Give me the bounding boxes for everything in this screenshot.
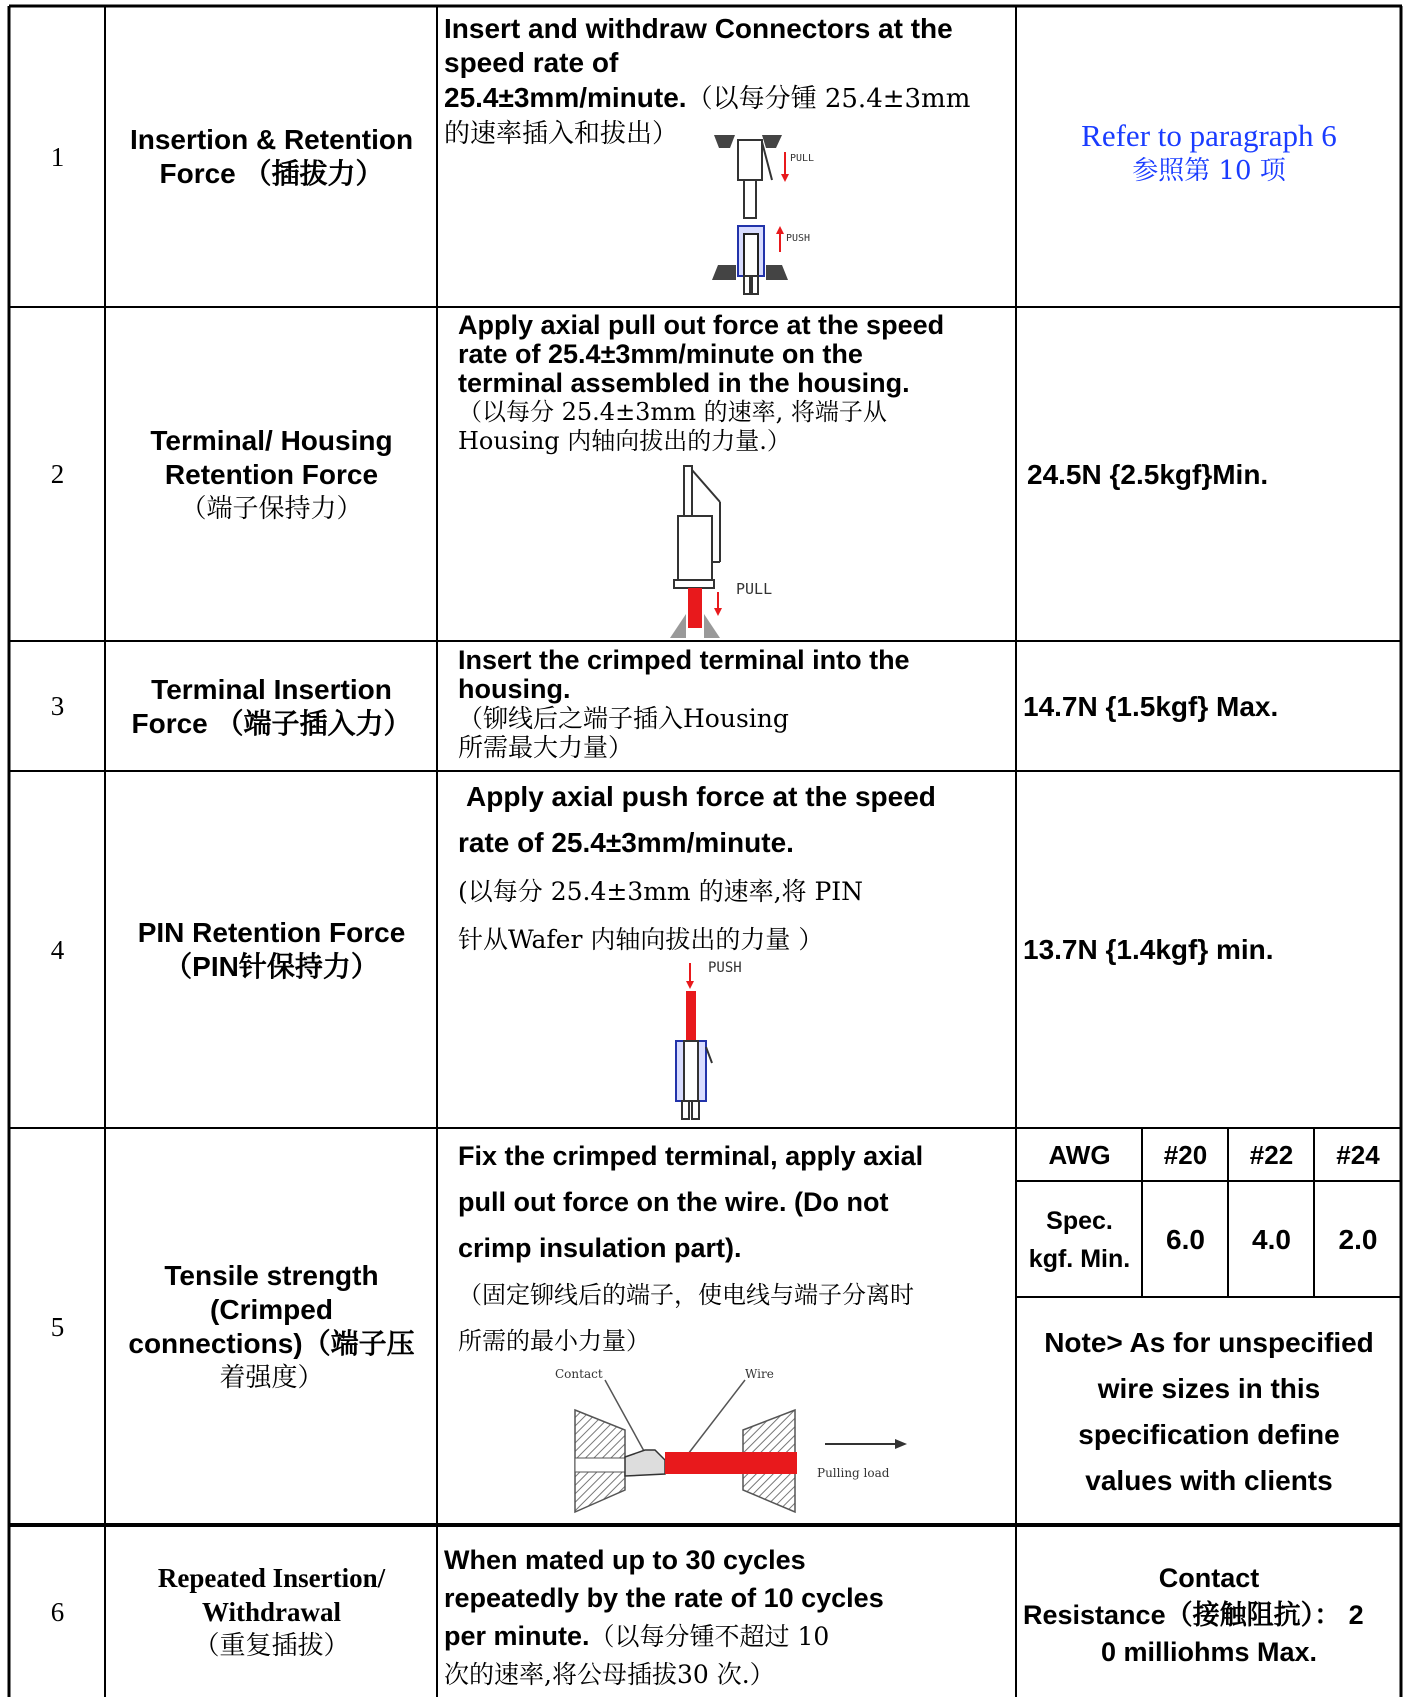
row-6-proc-en1: When mated up to 30 cycles (444, 1545, 806, 1575)
row-6-proc-en2: repeatedly by the rate of 10 cycles (444, 1583, 884, 1613)
row-4-procedure (452, 776, 1012, 966)
row-3-item-line2: Force （端子插入力） (131, 707, 412, 739)
row-5-proc-en1: Fix the crimped terminal, apply axial (458, 1141, 924, 1171)
row-1-req-line2: 参照第 10 项 (1132, 156, 1286, 186)
row-3-proc-cn1: （铆线后之端子插入Housing (458, 704, 789, 733)
row-2-procedure (452, 311, 1012, 471)
row-1-req-line1: Refer to paragraph 6 (1081, 118, 1337, 153)
awg-22-header: #22 (1249, 1139, 1294, 1170)
row-4-number: 4 (50, 934, 65, 965)
row-6-proc-cn1: （以每分锺不超过 10 (589, 1622, 830, 1651)
row-4-proc-en1: Apply axial push force at the speed (466, 781, 936, 812)
row-5-proc-en2: pull out force on the wire. (Do not (458, 1187, 889, 1217)
row-3-item-line1: Terminal Insertion (151, 673, 392, 705)
row-2-proc-cn2: Housing 内轴向拔出的力量.） (458, 427, 791, 455)
row-3-procedure (452, 646, 1012, 768)
row-6-req-line1: Contact (1158, 1563, 1260, 1593)
row-4-item-line1: PIN Retention Force (137, 917, 406, 948)
row-5-procedure (452, 1133, 1012, 1363)
row-6-item-line3: （重复插拔） (193, 1631, 350, 1661)
row-6-proc-en3: per minute. (444, 1621, 590, 1651)
note-line3: specification define (1078, 1418, 1340, 1450)
row-5-fig-contact-label: Contact (555, 1367, 603, 1381)
note-line1: Note> As for unspecified (1044, 1326, 1374, 1358)
row-2-proc-cn1: （以每分 25.4±3mm 的速率, 将端子从 (458, 398, 887, 426)
row-2-item (106, 308, 437, 641)
row-4-proc-en2: rate of 25.4±3mm/minute. (458, 827, 794, 858)
row-1-item-line2: Force （插拔力） (159, 158, 384, 189)
row-6-requirement (1017, 1560, 1401, 1680)
row-4-proc-cn1: (以每分 25.4±3mm 的速率,将 PIN (458, 877, 864, 906)
row-2-requirement: 24.5N {2.5kgf}Min. (1027, 458, 1269, 490)
row-5-proc-cn2: 所需的最小力量） (458, 1327, 650, 1355)
note-line4: values with clients (1085, 1464, 1333, 1496)
row-3-number: 3 (50, 691, 65, 721)
row-6-proc-cn2: 次的速率,将公母插拔30 次.） (444, 1660, 775, 1689)
row-3-proc-en1: Insert the crimped terminal into the (458, 646, 910, 675)
spec-label-line2: kgf. Min. (1028, 1244, 1131, 1273)
row-2-proc-en3: terminal assembled in the housing. (458, 368, 910, 398)
row-4-item (106, 772, 437, 1128)
row-3-item (106, 642, 437, 771)
row-3-requirement: 14.7N {1.5kgf} Max. (1023, 690, 1279, 722)
row-6-item-line2: Withdrawal (201, 1597, 341, 1627)
spec-label (1017, 1182, 1142, 1297)
row-6-item (106, 1527, 437, 1697)
row-2-proc-en1: Apply axial pull out force at the speed (458, 311, 945, 340)
row-5-item-line2: (Crimped (210, 1294, 333, 1325)
row-4-requirement: 13.7N {1.4kgf} min. (1023, 934, 1274, 965)
row-1-proc-en1: Insert and withdraw Connectors at the (444, 13, 953, 44)
awg-24-header: #24 (1336, 1139, 1380, 1170)
spec-label-line1: Spec. (1046, 1206, 1113, 1235)
row-1-item (106, 7, 437, 307)
row-1-item-line1: Insertion & Retention (129, 124, 414, 155)
row-1-proc-en2: speed rate of (444, 47, 619, 78)
row-6-number: 6 (50, 1596, 65, 1627)
row-5-item (106, 1129, 437, 1525)
row-2-proc-en2: rate of 25.4±3mm/minute on the (458, 339, 863, 369)
row-2-item-line3: （端子保持力） (180, 493, 363, 524)
row-4-fig-push-label: PUSH (708, 960, 742, 976)
row-1-fig-push-label: PUSH (786, 233, 811, 244)
row-5-proc-en3: crimp insulation part). (458, 1233, 742, 1263)
row-5-proc-cn1: （固定铆线后的端子，使电线与端子分离时 (458, 1281, 914, 1309)
row-6-req-line2: Resistance（接触阻抗）： 2 (1023, 1600, 1364, 1630)
row-1-proc-cn2: 的速率插入和拔出） (444, 119, 679, 149)
row-6-req-line3: 0 milliohms Max. (1100, 1637, 1318, 1667)
row-5-item-line4: 着强度） (219, 1363, 324, 1393)
row-5-fig-load-label: Pulling load (817, 1466, 890, 1480)
row-1-proc-en3: 25.4±3mm/minute. (444, 82, 687, 113)
row-5-fig-wire-label: Wire (745, 1367, 774, 1381)
spec-value-24: 2.0 (1338, 1223, 1378, 1255)
row-5-item-line1: Tensile strength (164, 1260, 379, 1291)
row-5-crimp-figure (545, 1362, 925, 1517)
row-4-push-figure (660, 955, 780, 1125)
row-2-fig-pull-label: PULL (736, 580, 773, 598)
row-2-item-line1: Terminal/ Housing (150, 424, 393, 456)
row-6-procedure (438, 1541, 1016, 1697)
row-2-number: 2 (50, 459, 65, 489)
row-1-number: 1 (50, 141, 65, 172)
row-3-proc-cn2: 所需最大力量） (458, 733, 634, 762)
row-6-item-line1: Repeated Insertion/ (157, 1563, 386, 1593)
awg-header: AWG (1048, 1139, 1111, 1170)
row-3-proc-en2: housing. (458, 674, 571, 704)
row-2-item-line2: Retention Force (164, 458, 379, 490)
row-4-item-line2: （PIN针保持力） (164, 951, 379, 982)
spec-value-22: 4.0 (1252, 1223, 1291, 1255)
row-5-note (1017, 1298, 1401, 1525)
row-1-fig-pull-label: PULL (790, 153, 815, 164)
row-5-number: 5 (50, 1311, 65, 1342)
row-4-proc-cn2: 针从Wafer 内轴向拔出的力量 ） (458, 925, 824, 954)
row-2-pull-figure (650, 462, 790, 640)
row-1-insertion-figure (700, 130, 840, 305)
row-5-item-line3: connections)（端子压 (128, 1328, 415, 1359)
spec-value-20: 6.0 (1166, 1223, 1205, 1255)
row-1-proc-cn1: （以每分锺 25.4±3mm (686, 84, 971, 114)
row-1-requirement (1017, 118, 1401, 198)
note-line2: wire sizes in this (1097, 1372, 1321, 1404)
awg-20-header: #20 (1163, 1139, 1208, 1170)
